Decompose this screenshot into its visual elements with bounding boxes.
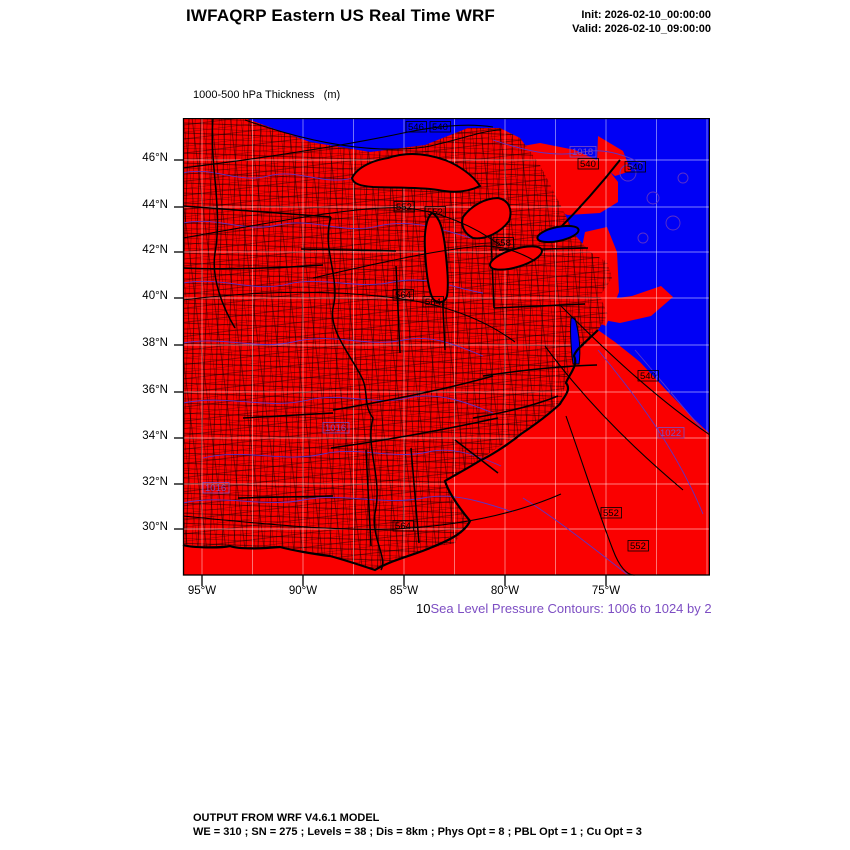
init-time: Init: 2026-02-10_00:00:00 [581,9,711,21]
lon-tick-label: 75°W [591,585,621,597]
caption-slp-text: Sea Level Pressure Contours: 1006 to 1024 by 2 [430,601,712,616]
thickness-contour-label: 552 [427,207,443,218]
lat-tick-label: 46°N [142,152,168,164]
thickness-contour-label: 564 [425,297,441,308]
slp-contour-label: 1016 [325,423,347,434]
slp-contour-label: 1018 [572,147,594,158]
caption-overlap-text: 10 [416,601,431,616]
lat-tick-label: 38°N [142,337,168,349]
lat-tick-label: 36°N [142,384,168,396]
lon-tick-label: 80°W [490,585,520,597]
lat-tick-label: 42°N [142,244,168,256]
thickness-contour-label: 558 [495,238,511,249]
slp-contour-caption [416,601,712,616]
slp-contour-label: 1022 [660,428,682,439]
page-title: IWFAQRP Eastern US Real Time WRF [186,6,496,25]
map-area [183,118,710,575]
thickness-contour-label: 540 [627,162,643,173]
model-footer [193,811,642,839]
footer-config-line: WE = 310 ; SN = 275 ; Levels = 38 ; Dis = 8km ; Phys Opt = 8 ; PBL Opt = 1 ; Cu Opt = 3 [193,826,642,838]
valid-time: Valid: 2026-02-10_09:00:00 [572,23,711,35]
thickness-contour-label: 552 [630,541,646,552]
thickness-contour-label: 540 [640,371,656,382]
lat-tick-label: 40°N [142,290,168,302]
lon-tick-label: 95°W [187,585,217,597]
lat-tick-label: 30°N [142,521,168,533]
lat-tick-label: 32°N [142,476,168,488]
slp-contour-label: 1016 [205,483,227,494]
thickness-contour-label: 540 [580,159,596,170]
thickness-contour-label: 540 [432,122,448,133]
lat-tick-label: 44°N [142,199,168,211]
lat-tick-label: 34°N [142,430,168,442]
legend-line-thickness-1: 1000-500 hPa Thickness (m) [193,89,341,101]
lon-tick-label: 85°W [389,585,419,597]
footer-model-line: OUTPUT FROM WRF V4.6.1 MODEL [193,812,380,824]
thickness-contour-label: 546 [408,122,424,133]
run-time-block [572,8,711,36]
thickness-contour-label: 564 [395,521,411,532]
lon-tick-label: 90°W [288,585,318,597]
map-canvas [173,118,710,588]
thickness-contour-label: 564 [395,290,411,301]
thickness-contour-label: 552 [396,202,412,213]
thickness-contour-label: 552 [603,508,619,519]
